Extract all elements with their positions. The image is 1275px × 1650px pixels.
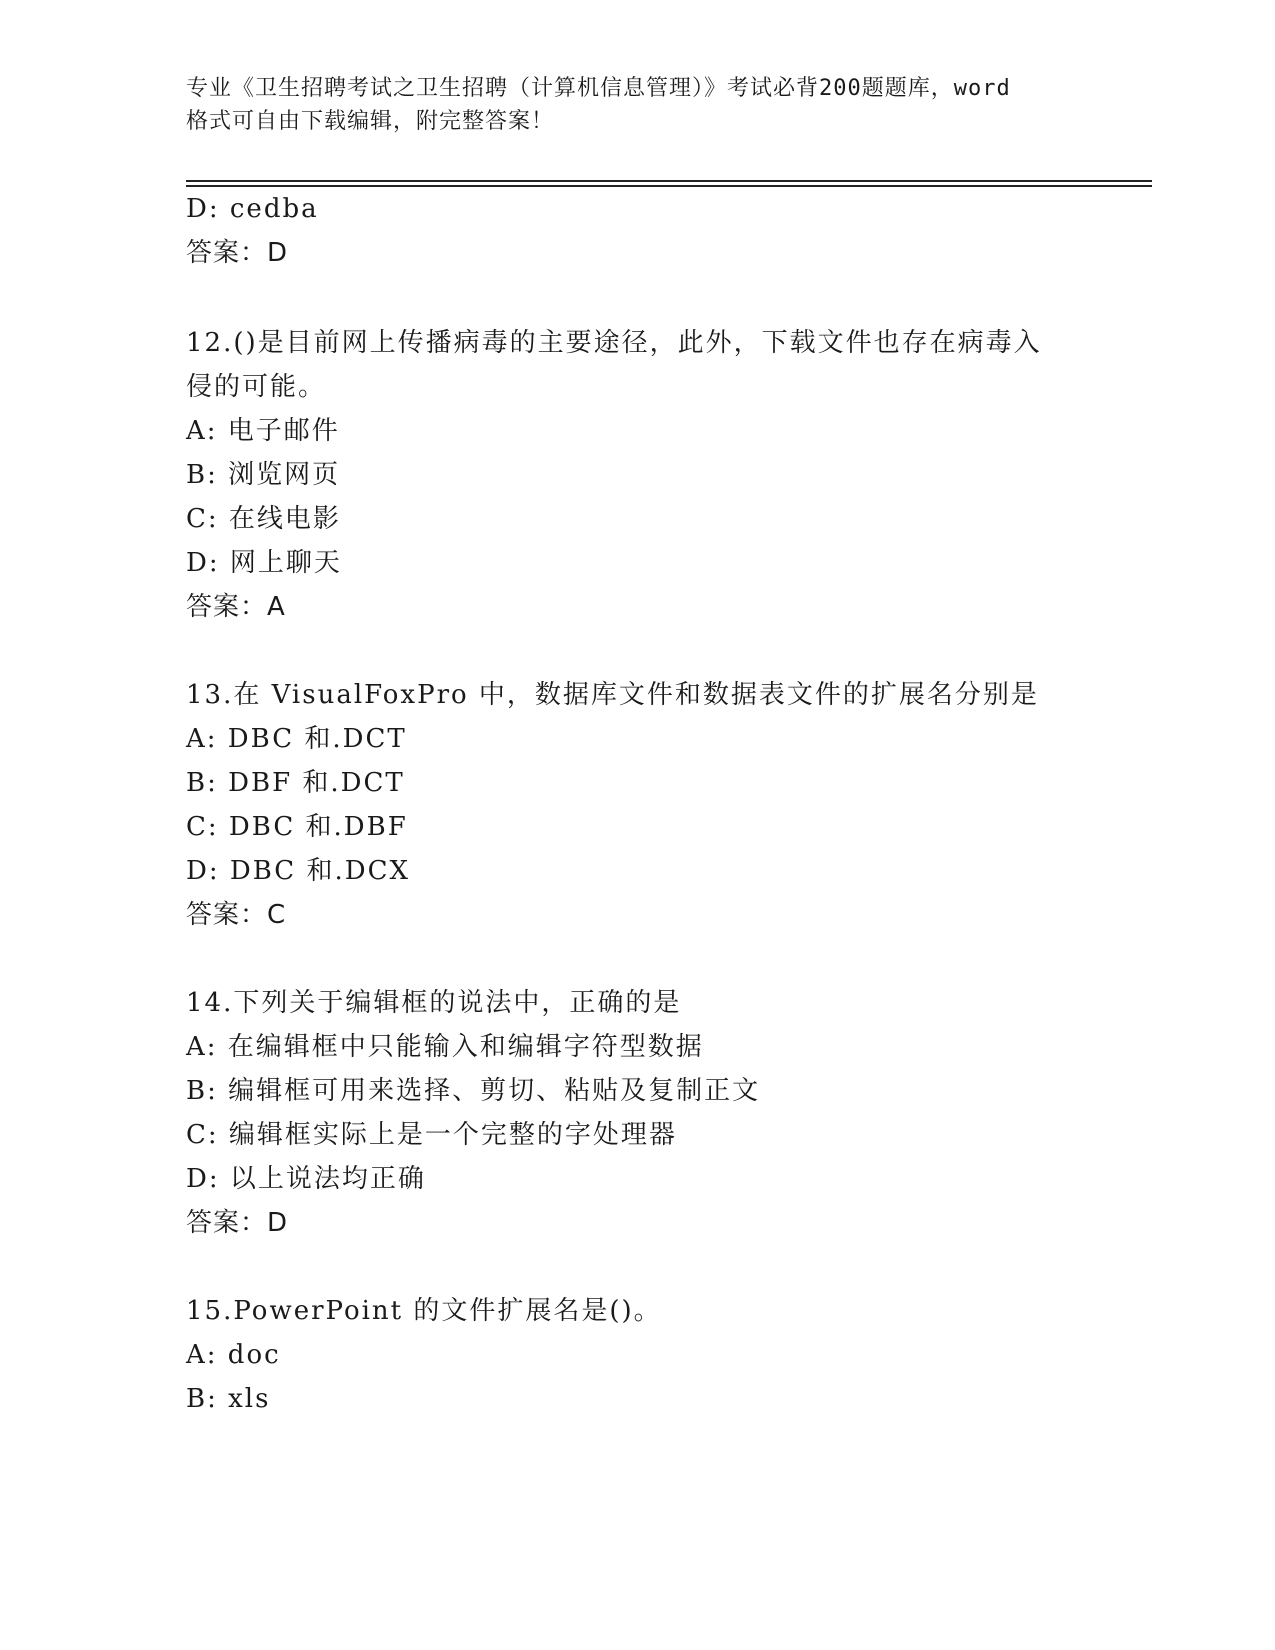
q14-stem: 14.下列关于编辑框的说法中，正确的是 [186, 988, 682, 1018]
header-divider-bottom [186, 185, 1152, 187]
q14-option-a: A: 在编辑框中只能输入和编辑字符型数据 [186, 1032, 704, 1062]
q15-option-a: A: doc [186, 1340, 281, 1370]
q15-stem: 15.PowerPoint 的文件扩展名是()。 [186, 1296, 662, 1326]
q13-option-a: A: DBC 和.DCT [186, 724, 407, 754]
document-header [186, 72, 1086, 138]
q12-stem-line-1: 12.()是目前网上传播病毒的主要途径，此外，下载文件也存在病毒入 [186, 328, 1042, 358]
q11-option-d: D: cedba [186, 194, 319, 224]
q12-stem-line-2: 侵的可能。 [186, 372, 327, 402]
q14-answer: 答案：D [186, 1208, 289, 1238]
header-divider-top [186, 180, 1152, 182]
header-line-2: 格式可自由下载编辑，附完整答案！ [186, 109, 555, 134]
q12-option-a: A: 电子邮件 [186, 416, 340, 446]
q11-answer: 答案：D [186, 238, 289, 268]
q14-option-d: D: 以上说法均正确 [186, 1164, 426, 1194]
q12-option-d: D: 网上聊天 [186, 548, 342, 578]
q14-option-c: C: 编辑框实际上是一个完整的字处理器 [186, 1120, 677, 1150]
q15-option-b: B: xls [186, 1384, 271, 1414]
q13-option-c: C: DBC 和.DBF [186, 812, 408, 842]
q13-answer: 答案：C [186, 900, 287, 930]
q14-option-b: B: 编辑框可用来选择、剪切、粘贴及复制正文 [186, 1076, 761, 1106]
q13-stem: 13.在 VisualFoxPro 中，数据库文件和数据表文件的扩展名分别是 [186, 680, 1039, 710]
q12-option-b: B: 浏览网页 [186, 460, 341, 490]
header-line-1: 专业《卫生招聘考试之卫生招聘（计算机信息管理）》考试必背200题题库，word [186, 76, 1011, 101]
q13-option-b: B: DBF 和.DCT [186, 768, 405, 798]
q12-answer: 答案：A [186, 592, 286, 622]
q13-option-d: D: DBC 和.DCX [186, 856, 410, 886]
q12-option-c: C: 在线电影 [186, 504, 341, 534]
